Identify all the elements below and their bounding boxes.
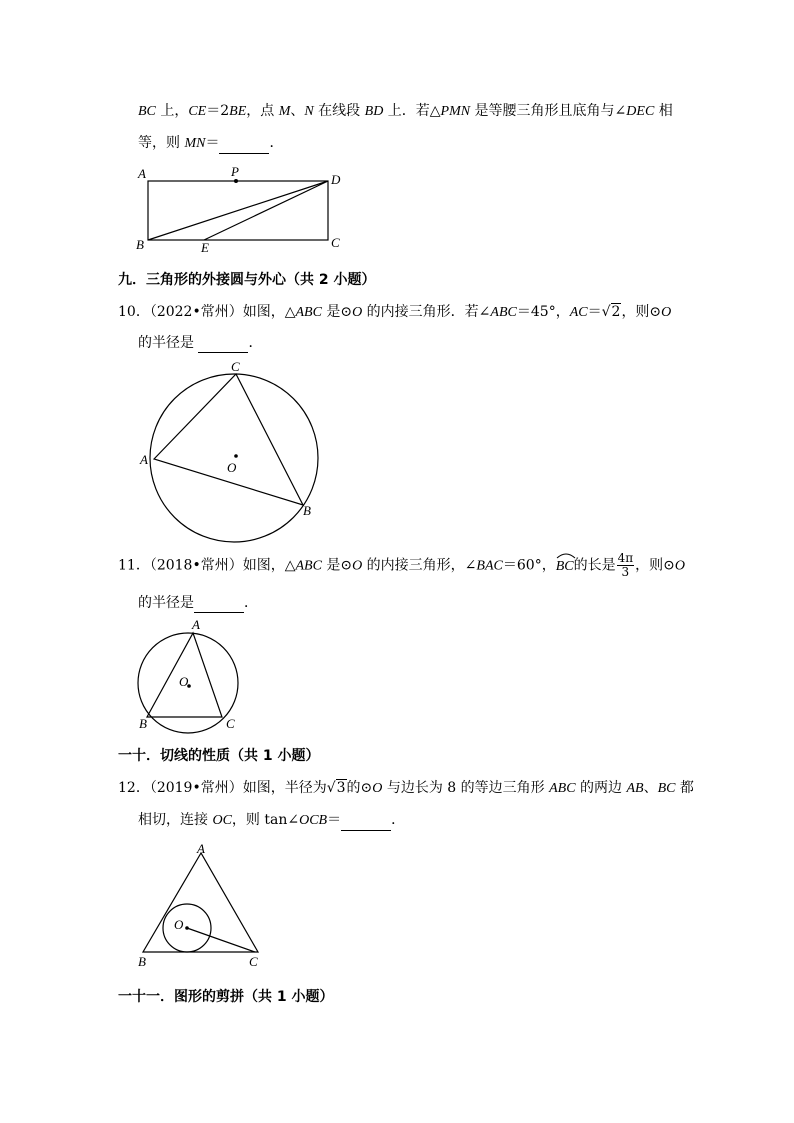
label-c: C	[231, 359, 240, 374]
arc-bc	[556, 556, 574, 577]
text: BC	[657, 781, 676, 796]
text: BAC	[476, 558, 503, 574]
label-p: P	[231, 164, 239, 179]
label-o: O	[227, 460, 237, 475]
center-o	[234, 454, 238, 458]
text: 是等腰三角形且底角与∠	[470, 103, 627, 119]
label-d: D	[331, 172, 341, 187]
text: O	[352, 305, 363, 320]
answer-blank[interactable]	[341, 816, 391, 831]
text: 12．（2019•常州）如图，半径为	[118, 780, 327, 796]
circle-o	[150, 374, 318, 542]
text: 的半径是	[138, 335, 199, 351]
fraction	[617, 552, 635, 579]
label-a: A	[138, 166, 146, 181]
text: CE	[188, 104, 207, 119]
text: ＝45°，	[516, 304, 570, 320]
q11-figure	[130, 615, 255, 735]
q12-figure	[130, 840, 270, 975]
denominator: 3	[621, 565, 630, 579]
text: 是⊙	[321, 557, 353, 574]
answer-blank[interactable]	[219, 139, 269, 154]
label-c: C	[249, 954, 258, 969]
text: 上．若△	[383, 103, 441, 119]
q9-line2	[138, 133, 283, 154]
text: 与边长为 8 的等边三角形	[382, 780, 550, 796]
arc-icon	[556, 552, 576, 558]
text: PMN	[440, 104, 471, 119]
section-heading-11: 一十一．图形的剪拼（共 1 小题）	[118, 989, 334, 1005]
text: O	[661, 305, 672, 320]
numerator: 4π	[617, 551, 634, 565]
segment-ed	[204, 181, 328, 240]
text: ＝2	[206, 103, 230, 119]
label-o: O	[174, 917, 184, 932]
text: 的内接三角形，∠	[362, 557, 477, 574]
segment-bd	[148, 181, 328, 240]
q10-figure	[130, 358, 330, 543]
label-b: B	[139, 716, 147, 731]
label-c: C	[331, 235, 340, 250]
text: 等，则	[138, 135, 185, 151]
point-p	[234, 179, 238, 183]
text: 10．（2022•常州）如图，△	[118, 304, 296, 320]
label-a: A	[197, 841, 205, 856]
label-o: O	[179, 674, 189, 689]
text: ＝	[587, 304, 602, 320]
text: 、	[643, 780, 658, 796]
center-o	[185, 926, 189, 930]
text: 11．（2018•常州）如图，△	[118, 557, 296, 574]
text: AB	[626, 781, 644, 796]
label-e: E	[201, 240, 209, 255]
text: O	[372, 781, 383, 796]
text: ABC	[490, 305, 517, 320]
text: OCB	[299, 813, 328, 828]
text: ，点	[246, 103, 279, 119]
text: ＝	[327, 812, 342, 828]
text: 都	[675, 780, 694, 796]
text: 3	[336, 780, 346, 796]
text: OC	[212, 813, 232, 828]
label-c: C	[226, 716, 235, 731]
text: ＝	[205, 135, 220, 151]
sqrt: √3	[326, 780, 346, 796]
answer-blank[interactable]	[194, 598, 244, 613]
text: O	[352, 558, 363, 574]
text: 的长是	[573, 557, 616, 574]
segment-oc	[187, 928, 255, 952]
text: 的半径是	[138, 595, 194, 611]
q10-line1	[118, 302, 671, 323]
q9-figure	[130, 160, 360, 260]
text: ．	[248, 335, 263, 351]
text: 相	[654, 103, 673, 119]
triangle-abc	[143, 853, 258, 952]
text: ．	[244, 595, 258, 611]
text: M	[278, 104, 291, 119]
text: ABC	[549, 781, 576, 796]
q11-line1	[118, 552, 685, 579]
q9-line1	[138, 101, 673, 122]
text: N	[304, 104, 314, 119]
text: 在线段	[313, 103, 365, 119]
text: ．	[269, 135, 284, 151]
text: ，则 tan∠	[231, 812, 300, 828]
text: ，则⊙	[635, 557, 675, 574]
q10-line2	[138, 333, 262, 353]
text: MN	[184, 136, 206, 151]
text: ABC	[295, 305, 322, 320]
triangle-abc	[154, 374, 303, 505]
label-b: B	[138, 954, 146, 969]
q12-line1	[118, 778, 694, 799]
section-heading-10: 一十．切线的性质（共 1 小题）	[118, 748, 320, 764]
text: DEC	[626, 104, 655, 119]
text: ，则⊙	[621, 304, 662, 320]
text: O	[674, 558, 685, 574]
text: 的⊙	[346, 780, 373, 796]
text: ＝60°，	[502, 557, 556, 574]
q11-line2	[138, 593, 258, 613]
text: 是⊙	[321, 304, 353, 320]
label-a: A	[192, 617, 200, 632]
text: BC	[555, 558, 574, 574]
text: 上，	[155, 103, 189, 119]
text: 2	[611, 304, 621, 320]
text: 的内接三角形．若∠	[362, 304, 491, 320]
text: 相切，连接	[138, 812, 213, 828]
text: AC	[569, 305, 588, 320]
sqrt: √2	[601, 304, 621, 320]
text: BC	[138, 104, 156, 119]
label-b: B	[303, 503, 311, 518]
text: 的两边	[575, 780, 627, 796]
text: BD	[364, 104, 384, 119]
text: ．	[391, 812, 406, 828]
section-heading-9: 九．三角形的外接圆与外心（共 2 小题）	[118, 272, 376, 288]
answer-blank[interactable]	[198, 338, 248, 353]
text: 、	[290, 103, 305, 119]
label-b: B	[136, 237, 144, 252]
q12-line2	[138, 810, 405, 831]
text: BE	[229, 104, 247, 119]
text: ABC	[295, 558, 322, 574]
label-a: A	[140, 452, 148, 467]
